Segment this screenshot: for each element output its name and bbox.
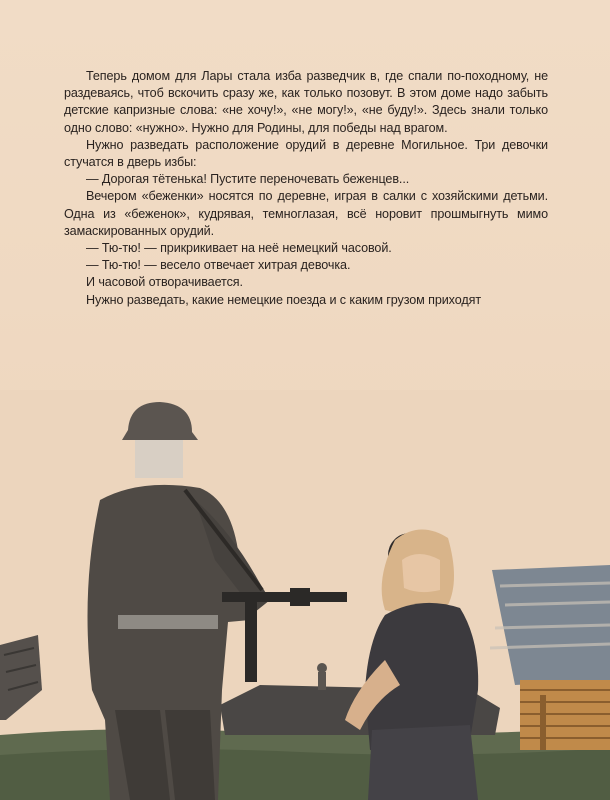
- paragraph: Теперь домом для Лары стала изба разведчик в, где спали по-походному, не раздеваясь, чтоб вскочить сразу же, как только позовут. В этом доме надо забыть детские капризные слова: «не хочу!», «не могу!», «не буду!». Здесь знали только одно слово: «нужно». Нужно для Родины, для победы над врагом.: [64, 69, 548, 135]
- paragraph: — Тю-тю! — весело отвечает хитрая девочка.: [86, 258, 351, 273]
- paragraph: И часовой отворачивается.: [86, 275, 243, 290]
- paragraph: Нужно разведать расположение орудий в деревне Могильное. Три девочки стучатся в дверь избы:: [64, 137, 548, 170]
- illustration: [0, 390, 610, 800]
- paragraph: Вечером «беженки» носятся по деревне, играя в салки с хозяйскими детьми. Одна из «беженок», кудрявая, темноглазая, всё норовит прошмыгнуть мимо замаскированных орудий.: [64, 189, 548, 238]
- paragraph: Нужно разведать, какие немецкие поезда и с каким грузом приходят: [86, 292, 482, 307]
- paragraph: — Тю-тю! — прикрикивает на неё немецкий часовой.: [86, 241, 392, 256]
- paragraph: — Дорогая тётенька! Пустите переночевать беженцев...: [86, 172, 410, 187]
- story-text: [64, 68, 548, 309]
